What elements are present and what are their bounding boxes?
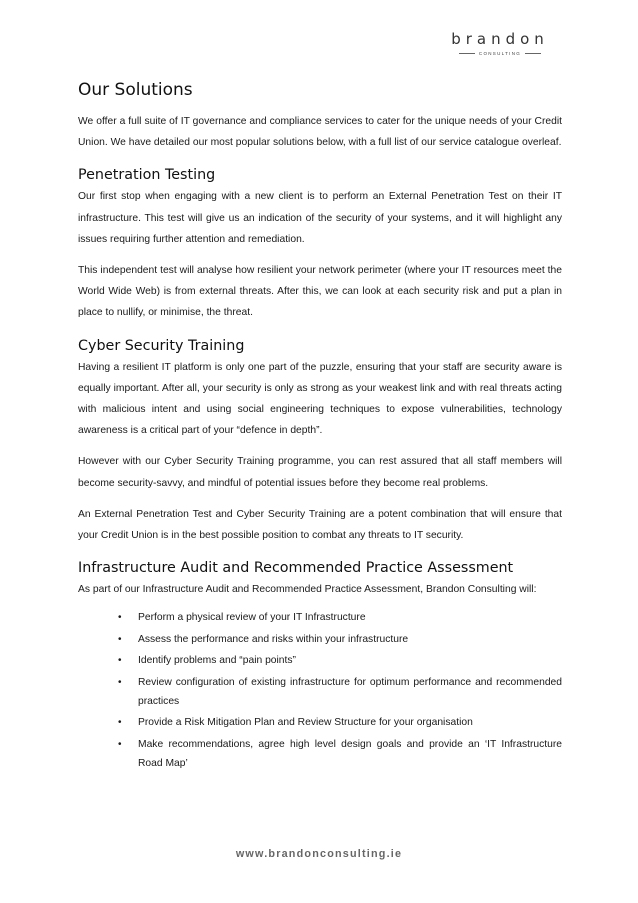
section-heading-cyber-security-training: Cyber Security Training	[78, 337, 245, 354]
intro-paragraph: We offer a full suite of IT governance and compliance services to cater for the unique needs of your Credit Union. We have detailed our most popular solutions below, with a full list of our service catalogue overleaf.	[78, 116, 562, 149]
bullet-icon: •	[118, 738, 122, 750]
list-item	[78, 713, 562, 732]
bullet-icon: •	[118, 676, 122, 688]
logo-wordmark: brandon	[451, 30, 549, 48]
cyber-training-paragraph-3: An External Penetration Test and Cyber Security Training are a potent combination that will ensure that your Credit Union is in the best possible position to combat any threats to IT security.	[78, 508, 562, 542]
bullet-icon: •	[118, 717, 122, 729]
list-item	[78, 673, 562, 712]
penetration-testing-paragraph-1: Our first stop when engaging with a new client is to perform an External Penetration Test on their IT infrastructure. This test will give us an indication of the security of your systems, and it will highlight any issues requiring further attention and remediation.	[78, 191, 562, 245]
penetration-testing-paragraph-2: This independent test will analyse how resilient your network perimeter (where your IT resources meet the World Wide Web) is from external threats. After this, we can look at each security risk and put a plan in place to nullify, or minimise, the threat.	[78, 265, 562, 319]
list-item-text: Identify problems and “pain points”	[138, 655, 296, 667]
logo-tagline: CONSULTING	[478, 51, 522, 56]
logo-rule-left	[459, 53, 475, 54]
bullet-icon: •	[118, 655, 122, 667]
section-heading-infrastructure-audit: Infrastructure Audit and Recommended Practice Assessment	[78, 560, 514, 577]
list-item-text: Assess the performance and risks within your infrastructure	[138, 633, 409, 645]
document-body	[78, 80, 562, 774]
list-item	[78, 608, 562, 627]
cyber-training-paragraph-2: However with our Cyber Security Training programme, you can rest assured that all staff members will become security-savvy, and mindful of potential issues before they become real problems.	[78, 456, 562, 489]
logo-rule-right	[525, 53, 541, 54]
brandon-consulting-logo	[445, 30, 555, 56]
list-item	[78, 630, 562, 649]
list-item	[78, 735, 562, 774]
cyber-training-paragraph-1: Having a resilient IT platform is only one part of the puzzle, ensuring that your staff are security aware is equally important. After all, your security is only as strong as your weakest link and with real threats acting with malicious intent and using social engineering techniques to expose vulnerabilities, technology awareness is a critical part of your “defence in depth”.	[78, 361, 562, 437]
list-item	[78, 651, 562, 670]
infrastructure-audit-lead: As part of our Infrastructure Audit and Recommended Practice Assessment, Brandon Consulting will:	[78, 584, 537, 596]
logo-tagline-row	[445, 51, 555, 56]
list-item-text: Review configuration of existing infrastructure for optimum performance and recommended practices	[138, 676, 562, 708]
bullet-icon: •	[118, 612, 122, 624]
infrastructure-audit-list	[78, 608, 562, 773]
section-heading-penetration-testing: Penetration Testing	[78, 167, 216, 184]
page-title: Our Solutions	[78, 80, 193, 100]
footer-website-link[interactable]: www.brandonconsulting.ie	[235, 848, 403, 860]
list-item-text: Make recommendations, agree high level design goals and provide an ‘IT Infrastructure Road Map’	[138, 738, 562, 770]
bullet-icon: •	[118, 633, 122, 645]
list-item-text: Perform a physical review of your IT Infrastructure	[138, 612, 366, 624]
list-item-text: Provide a Risk Mitigation Plan and Review Structure for your organisation	[138, 717, 473, 729]
